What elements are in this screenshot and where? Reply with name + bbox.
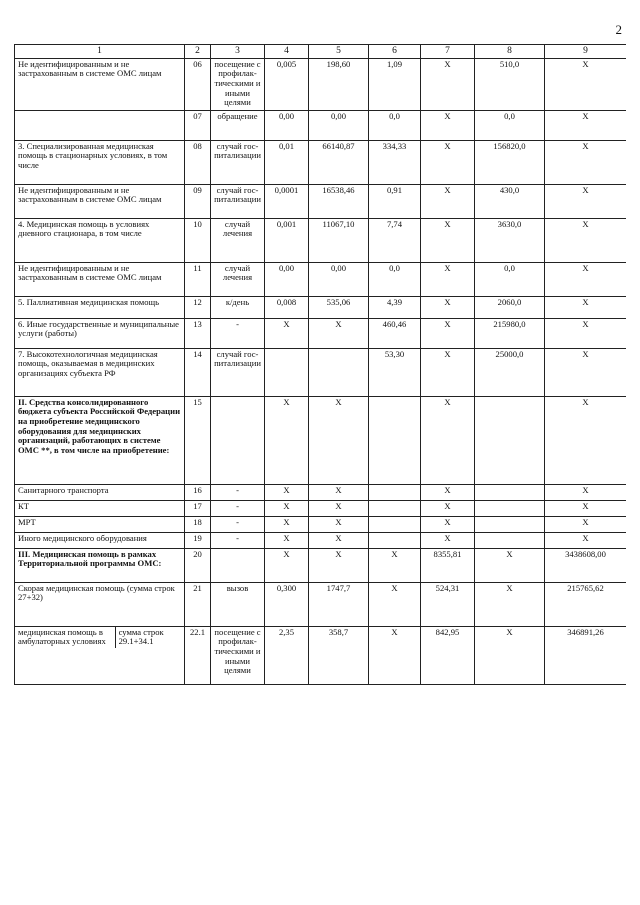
table-cell-c5: 16538,46 <box>309 184 369 218</box>
table-cell-c5: X <box>309 484 369 500</box>
table-cell-c2: 07 <box>185 110 211 140</box>
table-cell-c4: 2,35 <box>265 626 309 684</box>
table-body <box>15 45 627 685</box>
table-cell-c8 <box>475 516 545 532</box>
table-cell-c1: МРТ <box>15 516 185 532</box>
table-cell-c9: X <box>545 140 627 184</box>
table-cell-c8: 156820,0 <box>475 140 545 184</box>
table-cell-c3: вызов <box>211 582 265 626</box>
table-cell-c7: X <box>421 516 475 532</box>
table-cell-c4: 0,300 <box>265 582 309 626</box>
table-cell-c4: 0,0001 <box>265 184 309 218</box>
table-cell-c8 <box>475 396 545 484</box>
table-cell-c4: X <box>265 548 309 582</box>
table-cell-c6 <box>369 516 421 532</box>
table-cell-c7: X <box>421 484 475 500</box>
table-cell-c5: 0,00 <box>309 110 369 140</box>
table-cell-c2: 12 <box>185 296 211 318</box>
table-cell-c4: 0,008 <box>265 296 309 318</box>
table-cell-c9: X <box>545 218 627 262</box>
table-cell-c7: X <box>421 140 475 184</box>
table-cell-c4: X <box>265 484 309 500</box>
table-cell-c5: X <box>309 500 369 516</box>
table-row <box>15 582 627 626</box>
table-cell-c3 <box>211 396 265 484</box>
table-cell-c4: 0,001 <box>265 218 309 262</box>
table-cell-c2: 18 <box>185 516 211 532</box>
table-cell-c7: X <box>421 58 475 110</box>
table-cell-c7: 842,95 <box>421 626 475 684</box>
table-cell-c8: 215980,0 <box>475 318 545 348</box>
table-cell-c4: X <box>265 516 309 532</box>
table-cell-c1: 3. Специализированная медицинская помощь в стационарных условиях, в том числе <box>15 140 185 184</box>
table-cell-c8: X <box>475 626 545 684</box>
table-cell-c5: X <box>309 516 369 532</box>
table-cell-c3: посещение с профилак-тическими и иными целями <box>211 626 265 684</box>
table-cell-c9: X <box>545 184 627 218</box>
table-cell-c1: III. Медицинская помощь в рамках Территориальной программы ОМС: <box>15 548 185 582</box>
table-cell-c6: 7,74 <box>369 218 421 262</box>
table-cell-c3: - <box>211 484 265 500</box>
table-cell-c9: X <box>545 58 627 110</box>
table-cell-c2: 09 <box>185 184 211 218</box>
table-cell-c2: 10 <box>185 218 211 262</box>
table-cell-c3: случай лечения <box>211 218 265 262</box>
header-cell: 5 <box>309 45 369 59</box>
table-cell-c3: случай гос-питализации <box>211 184 265 218</box>
table-row <box>15 58 627 110</box>
table-row <box>15 396 627 484</box>
table-cell-c6: 53,30 <box>369 348 421 396</box>
table-cell-c8: X <box>475 582 545 626</box>
table-cell-c2: 14 <box>185 348 211 396</box>
table-cell-c2: 11 <box>185 262 211 296</box>
table-cell-c4 <box>265 348 309 396</box>
table-cell-c4: 0,01 <box>265 140 309 184</box>
table-cell-c6: 0,0 <box>369 262 421 296</box>
table-cell-c5: 1747,7 <box>309 582 369 626</box>
table-cell-c6: X <box>369 548 421 582</box>
table-cell-c7: X <box>421 318 475 348</box>
table-cell-c9: 346891,26 <box>545 626 627 684</box>
subcell-right: сумма строк 29.1+34.1 <box>118 626 164 647</box>
table-cell-c7: X <box>421 262 475 296</box>
table-cell-c8: 3630,0 <box>475 218 545 262</box>
table-cell-c3: - <box>211 500 265 516</box>
table-cell-c2: 17 <box>185 500 211 516</box>
header-row <box>15 45 627 59</box>
table-row <box>15 532 627 548</box>
table-cell-c8 <box>475 532 545 548</box>
table-cell-c9: X <box>545 532 627 548</box>
table-cell-c4: 0,00 <box>265 110 309 140</box>
table-row <box>15 296 627 318</box>
header-cell: 6 <box>369 45 421 59</box>
table-cell-c9: X <box>545 296 627 318</box>
table-cell-c2: 19 <box>185 532 211 548</box>
table-cell-c5: 11067,10 <box>309 218 369 262</box>
table-cell-c6 <box>369 484 421 500</box>
table-cell-c6 <box>369 500 421 516</box>
table-cell-c8: 0,0 <box>475 262 545 296</box>
table-row <box>15 218 627 262</box>
table-cell-c9: X <box>545 396 627 484</box>
header-cell: 4 <box>265 45 309 59</box>
table-cell-c5: 0,00 <box>309 262 369 296</box>
table-cell-c3: - <box>211 516 265 532</box>
table-cell-c7: X <box>421 218 475 262</box>
table-cell-c5: X <box>309 532 369 548</box>
header-cell: 8 <box>475 45 545 59</box>
header-cell: 7 <box>421 45 475 59</box>
table-cell-c1: Не идентифицированным и не застрахованным в системе ОМС лицам <box>15 262 185 296</box>
table-cell-c2: 08 <box>185 140 211 184</box>
table-cell-c1: Не идентифицированным и не застрахованным в системе ОМС лицам <box>15 58 185 110</box>
table-cell-c5: 66140,87 <box>309 140 369 184</box>
table-cell-c8 <box>475 500 545 516</box>
table-row <box>15 348 627 396</box>
table-cell-c1: 5. Паллиативная медицинская помощь <box>15 296 185 318</box>
table-cell-c3: посещение с профилак-тическими и иными целями <box>211 58 265 110</box>
table-cell-c7: X <box>421 532 475 548</box>
data-table <box>14 44 626 685</box>
table-row <box>15 500 627 516</box>
table-row <box>15 110 627 140</box>
table-cell-c1: 7. Высокотехнологичная медицинская помощь, оказываемая в медицинских организациях субъекта РФ <box>15 348 185 396</box>
table-cell-c1 <box>15 110 185 140</box>
table-cell-c1: 6. Иные государственные и муниципальные услуги (работы) <box>15 318 185 348</box>
table-cell-c9: X <box>545 484 627 500</box>
table-cell-c1: КТ <box>15 500 185 516</box>
table-cell-c5: 358,7 <box>309 626 369 684</box>
subcell-left: медицинская помощь в амбулаторных условиях <box>15 627 116 648</box>
header-cell: 3 <box>211 45 265 59</box>
table-cell-c9: X <box>545 318 627 348</box>
table-cell-c2: 20 <box>185 548 211 582</box>
table-cell-c2: 15 <box>185 396 211 484</box>
table-cell-c1: Санитарного транспорта <box>15 484 185 500</box>
table-cell-c7: X <box>421 296 475 318</box>
table-cell-c3: к/день <box>211 296 265 318</box>
table-cell-c9: 3438608,00 <box>545 548 627 582</box>
table-cell-c8: 430,0 <box>475 184 545 218</box>
table-cell-c4: X <box>265 500 309 516</box>
header-cell: 1 <box>15 45 185 59</box>
table-cell-c1: 4. Медицинская помощь в условиях дневного стационара, в том числе <box>15 218 185 262</box>
table-cell-c6: 0,0 <box>369 110 421 140</box>
table-cell-c9: X <box>545 516 627 532</box>
table-row <box>15 318 627 348</box>
table-cell-c7: X <box>421 396 475 484</box>
table-cell-c9: X <box>545 262 627 296</box>
table-row <box>15 484 627 500</box>
table-cell-c3: случай лечения <box>211 262 265 296</box>
table-cell-c9: 215765,62 <box>545 582 627 626</box>
table-cell-c1: Не идентифицированным и не застрахованным в системе ОМС лицам <box>15 184 185 218</box>
table-cell-c6: 334,33 <box>369 140 421 184</box>
table-cell-c9: X <box>545 500 627 516</box>
table-cell-c8: 2060,0 <box>475 296 545 318</box>
table-cell-c4: X <box>265 318 309 348</box>
table-cell-c5 <box>309 348 369 396</box>
table-cell-c9: X <box>545 110 627 140</box>
table-cell-c3: обращение <box>211 110 265 140</box>
table-cell-c2: 21 <box>185 582 211 626</box>
table-cell-c6: 4,39 <box>369 296 421 318</box>
table-cell-c5: X <box>309 548 369 582</box>
table-cell-c4: 0,00 <box>265 262 309 296</box>
table-cell-c6: 0,91 <box>369 184 421 218</box>
table-cell-c3: - <box>211 318 265 348</box>
table-row <box>15 516 627 532</box>
table-cell-c7: 524,31 <box>421 582 475 626</box>
table-row <box>15 140 627 184</box>
table-cell-c7: X <box>421 184 475 218</box>
table-cell-c1: Скорая медицинская помощь (сумма строк 27+32) <box>15 582 185 626</box>
table-cell-c2: 16 <box>185 484 211 500</box>
table-cell-c1-split <box>15 626 185 684</box>
table-cell-c5: X <box>309 318 369 348</box>
table-cell-c8: X <box>475 548 545 582</box>
page-number: 2 <box>615 22 622 37</box>
table-cell-c6 <box>369 532 421 548</box>
table-row <box>15 184 627 218</box>
header-cell: 2 <box>185 45 211 59</box>
table-cell-c5: 198,60 <box>309 58 369 110</box>
table-cell-c7: X <box>421 348 475 396</box>
table-sheet <box>14 44 626 890</box>
table-cell-c3: - <box>211 532 265 548</box>
table-row-last <box>15 626 627 684</box>
table-cell-c4: 0,005 <box>265 58 309 110</box>
table-cell-c9: X <box>545 348 627 396</box>
table-cell-c7: 8355,81 <box>421 548 475 582</box>
header-cell: 9 <box>545 45 627 59</box>
table-cell-c5: 535,06 <box>309 296 369 318</box>
table-cell-c2: 06 <box>185 58 211 110</box>
table-cell-c4: X <box>265 532 309 548</box>
table-cell-c3: случай гос-питализации <box>211 140 265 184</box>
table-cell-c8: 510,0 <box>475 58 545 110</box>
table-cell-c8: 25000,0 <box>475 348 545 396</box>
table-row <box>15 548 627 582</box>
table-cell-c5: X <box>309 396 369 484</box>
table-cell-c3 <box>211 548 265 582</box>
table-cell-c2: 22.1 <box>185 626 211 684</box>
table-row <box>15 262 627 296</box>
table-cell-c6: 1,09 <box>369 58 421 110</box>
table-cell-c8 <box>475 484 545 500</box>
table-cell-c2: 13 <box>185 318 211 348</box>
table-cell-c3: случай гос-питализации <box>211 348 265 396</box>
table-cell-c6: X <box>369 582 421 626</box>
table-cell-c6 <box>369 396 421 484</box>
table-cell-c8: 0,0 <box>475 110 545 140</box>
table-cell-c7: X <box>421 110 475 140</box>
table-cell-c6: X <box>369 626 421 684</box>
table-cell-c1: Иного медицинского оборудования <box>15 532 185 548</box>
table-cell-c1: II. Средства консолидированного бюджета субъекта Российской Федерации на приобретение медицинского оборудования для медицинских организаций, работающих в системе ОМС **, в том числе на приобретение: <box>15 396 185 484</box>
table-cell-c4: X <box>265 396 309 484</box>
table-cell-c6: 460,46 <box>369 318 421 348</box>
table-cell-c7: X <box>421 500 475 516</box>
